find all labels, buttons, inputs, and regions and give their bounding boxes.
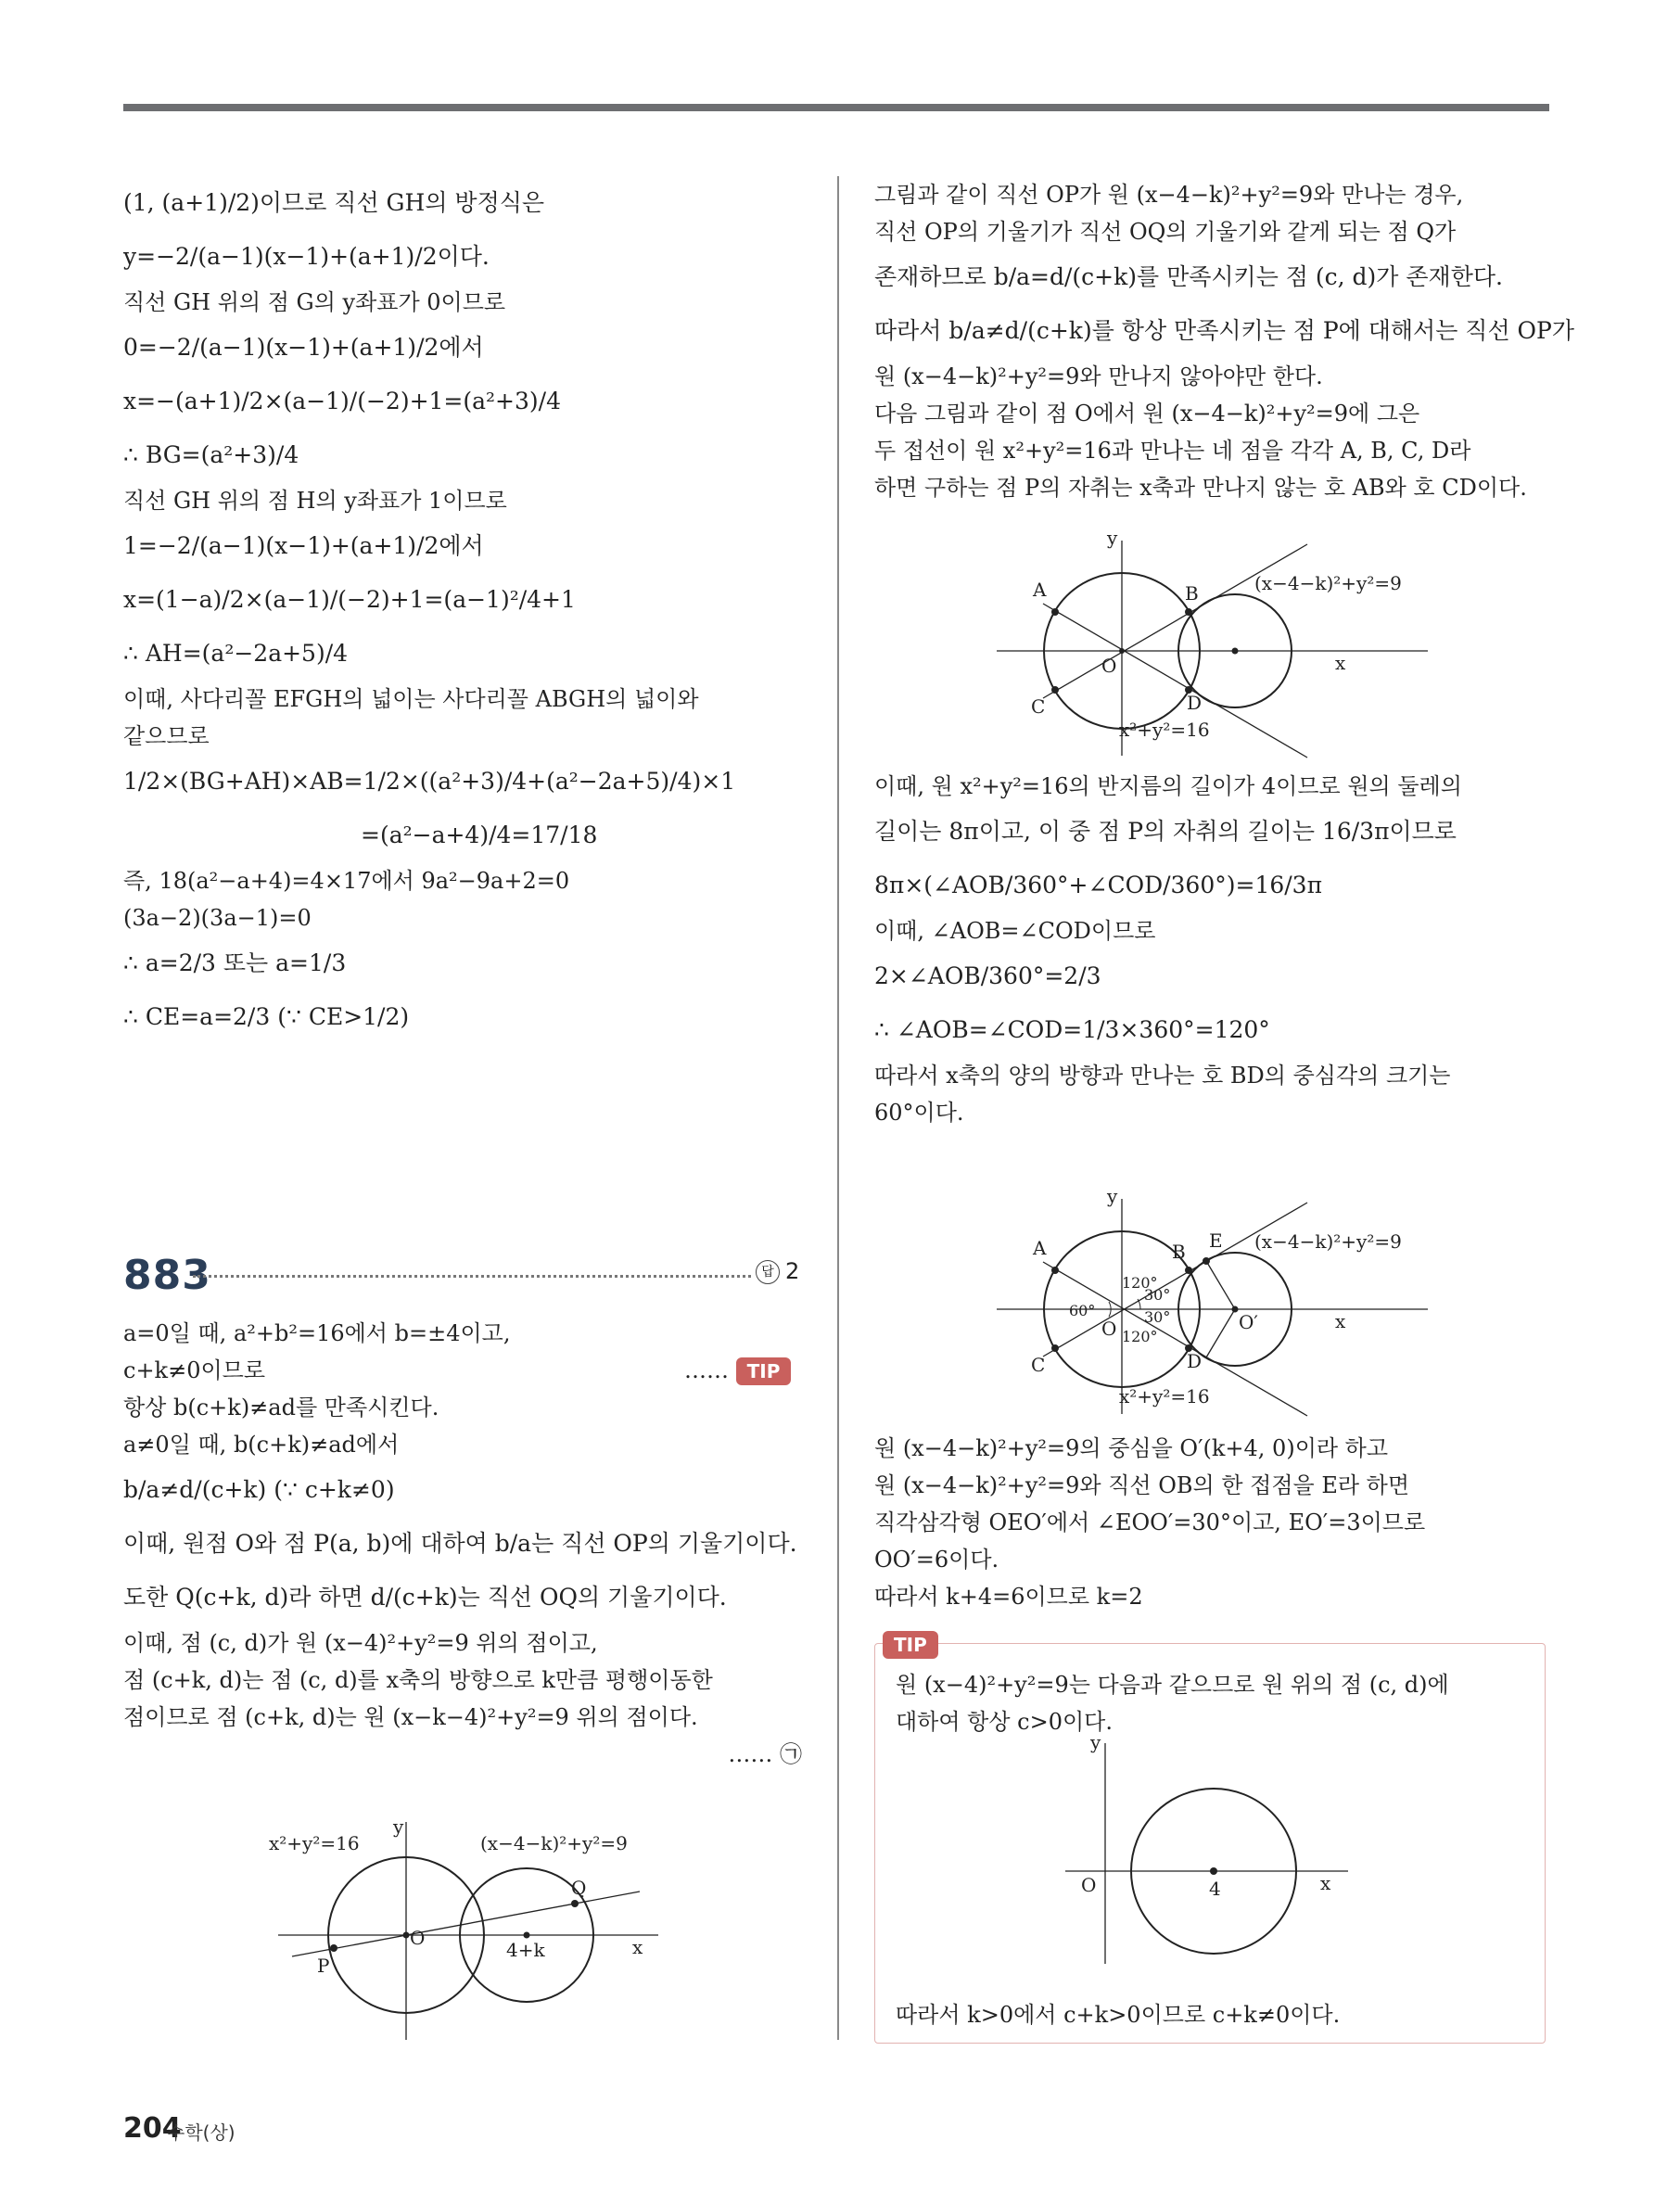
label-D: D bbox=[1187, 1350, 1203, 1372]
label-B: B bbox=[1172, 1241, 1186, 1263]
solution-line: =(a²−a+4)/4=17/18 bbox=[361, 822, 598, 848]
answer-marker: 답 bbox=[756, 1260, 780, 1284]
label-A: A bbox=[1033, 579, 1047, 601]
tip-line: 원 (x−4)²+y²=9는 다음과 같으므로 원 위의 점 (c, d)에 bbox=[896, 1672, 1449, 1698]
tip-content-end bbox=[896, 1996, 1340, 2033]
label-x: x bbox=[1335, 1310, 1346, 1332]
ref-mark: ㉠ bbox=[780, 1741, 802, 1767]
solution-line: (1, (a+1)/2)이므로 직선 GH의 방정식은 bbox=[123, 189, 545, 216]
point-B bbox=[1185, 1267, 1192, 1274]
label-120-top: 120° bbox=[1122, 1274, 1158, 1292]
column-divider bbox=[837, 176, 839, 2040]
label-circle2: (x−4−k)²+y²=9 bbox=[1254, 1230, 1402, 1253]
solution-line: a≠0일 때, b(c+k)≠ad에서 bbox=[123, 1432, 400, 1458]
figure-angles bbox=[992, 1182, 1456, 1419]
label-x: x bbox=[1335, 652, 1346, 674]
solution-line: 직선 GH 위의 점 G의 y좌표가 0이므로 bbox=[123, 289, 506, 315]
label-circle1: x²+y²=16 bbox=[1119, 1385, 1210, 1408]
solution-line: 2×∠AOB/360°=2/3 bbox=[874, 962, 1101, 989]
solution-line: x=(1−a)/2×(a−1)/(−2)+1=(a−1)²/4+1 bbox=[123, 586, 576, 613]
label-y: y bbox=[1107, 1185, 1118, 1207]
solution-line: 두 접선이 원 x²+y²=16과 만나는 네 점을 각각 A, B, C, D라 bbox=[874, 438, 1471, 464]
answer-value: 2 bbox=[785, 1258, 800, 1284]
problem-number: 883 bbox=[123, 1252, 211, 1299]
solution-line: ∴ ∠AOB=∠COD=1/3×360°=120° bbox=[874, 1016, 1270, 1043]
point-B bbox=[1185, 608, 1192, 616]
top-rule bbox=[123, 104, 1549, 111]
point-P bbox=[330, 1944, 337, 1952]
label-y: y bbox=[1107, 527, 1118, 549]
answer bbox=[756, 1258, 799, 1284]
label-E: E bbox=[1209, 1229, 1223, 1252]
center-dot bbox=[524, 1932, 530, 1939]
page-number: 204 bbox=[123, 2112, 182, 2145]
solution-line: 60°이다. bbox=[874, 1100, 964, 1126]
label-B: B bbox=[1185, 582, 1199, 605]
solution-line: y=−2/(a−1)(x−1)+(a+1)/2이다. bbox=[123, 243, 490, 270]
solution-line: 8π×(∠AOB/360°+∠COD/360°)=16/3π bbox=[874, 872, 1323, 898]
label-A: A bbox=[1033, 1237, 1047, 1259]
label-C: C bbox=[1031, 1354, 1046, 1376]
center-dot bbox=[1232, 648, 1239, 655]
tip-badge: TIP bbox=[883, 1631, 938, 1659]
point-E bbox=[1203, 1257, 1210, 1265]
solution-line: 따라서 b/a≠d/(c+k)를 항상 만족시키는 점 P에 대해서는 직선 OP가 bbox=[874, 317, 1575, 344]
solution-line: ∴ CE=a=2/3 (∵ CE>1/2) bbox=[123, 1003, 410, 1030]
reference-mark-line bbox=[123, 1736, 809, 1773]
solution-line: 0=−2/(a−1)(x−1)+(a+1)/2에서 bbox=[123, 334, 484, 361]
line-OP bbox=[292, 1892, 640, 1956]
point-A bbox=[1051, 1267, 1059, 1274]
tip-content bbox=[896, 1666, 1449, 1740]
solution-line: ∴ BG=(a²+3)/4 bbox=[123, 441, 299, 468]
center-dot bbox=[1210, 1867, 1217, 1875]
label-30-bottom: 30° bbox=[1144, 1308, 1171, 1326]
solution-line: 이때, 사다리꼴 EFGH의 넓이는 사다리꼴 ABGH의 넓이와 bbox=[123, 686, 699, 712]
solution-line: 이때, 원점 O와 점 P(a, b)에 대하여 b/a는 직선 OP의 기울기이다. bbox=[123, 1530, 797, 1557]
solution-line: 그림과 같이 직선 OP가 원 (x−4−k)²+y²=9와 만나는 경우, bbox=[874, 182, 1464, 208]
point-C bbox=[1051, 1344, 1059, 1352]
solution-line: 같으므로 bbox=[123, 723, 210, 749]
solution-line: 이때, 원 x²+y²=16의 반지름의 길이가 4이므로 원의 둘레의 bbox=[874, 773, 1462, 799]
solution-line: ∴ AH=(a²−2a+5)/4 bbox=[123, 640, 349, 667]
label-y: y bbox=[1090, 1732, 1101, 1753]
radius-EO2 bbox=[1206, 1261, 1235, 1309]
label-4: 4 bbox=[1209, 1878, 1221, 1900]
label-x: x bbox=[1320, 1872, 1331, 1894]
tip-dots: …… bbox=[684, 1357, 729, 1383]
left-column bbox=[123, 176, 809, 1044]
dotted-leader bbox=[193, 1275, 751, 1278]
solution-line: 따라서 x축의 양의 방향과 만나는 호 BD의 중심각의 크기는 bbox=[874, 1063, 1451, 1089]
tip-line: 대하여 항상 c>0이다. bbox=[896, 1709, 1113, 1735]
solution-line: 존재하므로 b/a=d/(c+k)를 만족시키는 점 (c, d)가 존재한다. bbox=[874, 263, 1503, 290]
subject-label: 수학(상) bbox=[167, 2121, 235, 2144]
right-column-cont bbox=[874, 768, 1551, 1131]
solution-line: b/a≠d/(c+k) (∵ c+k≠0) bbox=[123, 1476, 395, 1503]
tip-box bbox=[874, 1634, 1546, 2044]
solution-line: 항상 b(c+k)≠ad를 만족시킨다. bbox=[123, 1395, 439, 1420]
solution-line: 점이므로 점 (c+k, d)는 원 (x−k−4)²+y²=9 위의 점이다. bbox=[123, 1704, 698, 1730]
label-circle1: x²+y²=16 bbox=[269, 1832, 360, 1854]
label-O: O bbox=[1081, 1874, 1097, 1896]
solution-line: 하면 구하는 점 P의 자취는 x축과 만나지 않는 호 AB와 호 CD이다. bbox=[874, 475, 1527, 501]
solution-line: 직각삼각형 OEO′에서 ∠EOO′=30°이고, EO′=3이므로 bbox=[874, 1509, 1426, 1535]
right-column-cont2 bbox=[874, 1430, 1551, 1615]
label-circle1: x²+y²=16 bbox=[1119, 719, 1210, 741]
label-C: C bbox=[1031, 695, 1046, 718]
solution-line: 다음 그림과 같이 점 O에서 원 (x−4−k)²+y²=9에 그은 bbox=[874, 401, 1420, 427]
label-O: O bbox=[1101, 655, 1117, 677]
label-30-top: 30° bbox=[1144, 1286, 1171, 1304]
solution-line: ∴ a=2/3 또는 a=1/3 bbox=[123, 949, 347, 976]
solution-line: 따라서 k+4=6이므로 k=2 bbox=[874, 1584, 1143, 1610]
solution-line: 이때, 점 (c, d)가 원 (x−4)²+y²=9 위의 점이고, bbox=[123, 1630, 598, 1656]
solution-line: 직선 GH 위의 점 H의 y좌표가 1이므로 bbox=[123, 488, 507, 514]
solution-line: a=0일 때, a²+b²=16에서 b=±4이고, bbox=[123, 1320, 511, 1346]
solution-line: 1=−2/(a−1)(x−1)+(a+1)/2에서 bbox=[123, 532, 484, 559]
solution-line: 도한 Q(c+k, d)라 하면 d/(c+k)는 직선 OQ의 기울기이다. bbox=[123, 1584, 727, 1611]
label-O: O bbox=[1101, 1318, 1117, 1340]
solution-line: 길이는 8π이고, 이 중 점 P의 자취의 길이는 16/3π이므로 bbox=[874, 818, 1457, 845]
right-column bbox=[874, 176, 1575, 506]
solution-line bbox=[123, 1352, 809, 1389]
solution-text: c+k≠0이므로 bbox=[123, 1357, 266, 1383]
label-O-prime: O′ bbox=[1239, 1311, 1258, 1333]
label-circle2: (x−4−k)²+y²=9 bbox=[1254, 572, 1402, 594]
tangent-upper bbox=[1043, 544, 1307, 698]
figure-tangent-lines bbox=[992, 524, 1456, 760]
tip-reference bbox=[684, 1352, 791, 1389]
label-shift: 4+k bbox=[506, 1939, 545, 1961]
solution-line: 원 (x−4−k)²+y²=9와 만나지 않아야만 한다. bbox=[874, 363, 1323, 389]
origin-dot bbox=[403, 1932, 410, 1939]
label-P: P bbox=[317, 1955, 330, 1977]
origin-dot bbox=[1119, 648, 1125, 654]
radius-DO2 bbox=[1206, 1309, 1235, 1357]
point-C bbox=[1051, 686, 1059, 694]
solution-line: 이때, ∠AOB=∠COD이므로 bbox=[874, 918, 1156, 944]
point-Q bbox=[571, 1900, 579, 1907]
solution-line: 1/2×(BG+AH)×AB=1/2×((a²+3)/4+(a²−2a+5)/4)×1 bbox=[123, 768, 736, 795]
figure-tip-circle bbox=[1061, 1732, 1357, 1968]
solution-line: 원 (x−4−k)²+y²=9의 중심을 O′(k+4, 0)이라 하고 bbox=[874, 1435, 1389, 1461]
tangent-upper bbox=[1043, 1203, 1307, 1357]
label-O: O bbox=[410, 1927, 426, 1949]
label-60: 60° bbox=[1069, 1302, 1096, 1319]
solution-line: (3a−2)(3a−1)=0 bbox=[123, 905, 312, 931]
ref-dots: …… bbox=[728, 1741, 773, 1767]
point-A bbox=[1051, 608, 1059, 616]
solution-line: 직선 OP의 기울기가 직선 OQ의 기울기와 같게 되는 점 Q가 bbox=[874, 219, 1457, 245]
label-Q: Q bbox=[571, 1877, 587, 1899]
label-circle2: (x−4−k)²+y²=9 bbox=[480, 1832, 628, 1854]
solution-line: 즉, 18(a²−a+4)=4×17에서 9a²−9a+2=0 bbox=[123, 868, 570, 894]
tip-badge: TIP bbox=[736, 1357, 792, 1385]
solution-line: x=−(a+1)/2×(a−1)/(−2)+1=(a²+3)/4 bbox=[123, 388, 561, 414]
tip-line: 따라서 k>0에서 c+k>0이므로 c+k≠0이다. bbox=[896, 2002, 1341, 2028]
problem-solution bbox=[123, 1315, 809, 1773]
solution-line: OO′=6이다. bbox=[874, 1547, 999, 1573]
figure-circles-line bbox=[269, 1813, 668, 2045]
label-120-bottom: 120° bbox=[1122, 1328, 1158, 1345]
label-x: x bbox=[632, 1936, 643, 1958]
center-dot bbox=[1232, 1306, 1239, 1313]
label-y: y bbox=[393, 1815, 404, 1838]
solution-line: 원 (x−4−k)²+y²=9와 직선 OB의 한 접점을 E라 하면 bbox=[874, 1472, 1410, 1498]
solution-line: 점 (c+k, d)는 점 (c, d)를 x축의 방향으로 k만큼 평행이동한 bbox=[123, 1667, 713, 1693]
label-D: D bbox=[1187, 692, 1203, 714]
